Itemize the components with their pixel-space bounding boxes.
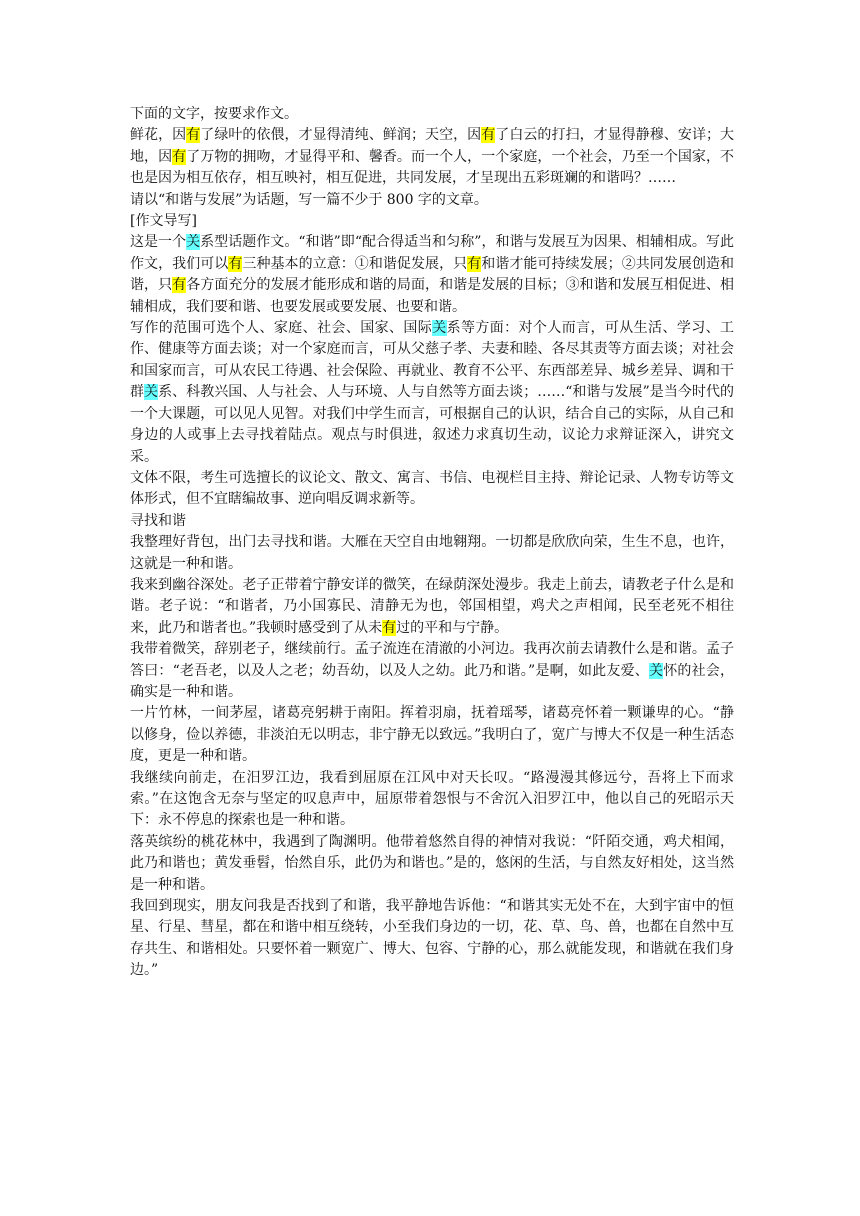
text-run: 了白云的打扫，才显得静穆、安详；大地，因 (130, 127, 735, 165)
paragraph (130, 104, 734, 125)
text-run: 系型话题作文。“和谐”即“配合得适当和匀称”，和谐与发展互为因果、相辅相成。写此作文，我们可以 (130, 234, 734, 272)
highlighted-char: 有 (467, 255, 482, 272)
highlighted-char: 关 (144, 384, 159, 401)
paragraph (130, 896, 734, 982)
highlighted-char: 有 (172, 277, 187, 294)
text-run: 写作的范围可选个人、家庭、社会、国家、国际 (130, 320, 433, 337)
text-run: 怀的社会，确实是一种和谐。 (130, 662, 735, 700)
text-run: 我来到幽谷深处。老子正带着宁静安详的微笑，在绿荫深处漫步。我走上前去，请教老子什么是和谐。老子说：“和谐者，乃小国寡民、清静无为也，邻国相望，鸡犬之声相闻，民至老死不相往来，此乃和谐者也。”我顿时感受到了从未 (130, 576, 734, 636)
text-run: 我整理好背包，出门去寻找和谐。大雁在天空自由地翱翔。一切都是欣欣向荣，生生不息，也许，这就是一种和谐。 (130, 534, 734, 572)
highlighted-char: 关 (649, 662, 664, 679)
text-run: 落英缤纷的桃花林中，我遇到了陶渊明。他带着悠然自得的神情对我说：“阡陌交通，鸡犬相闻，此乃和谐也；黄发垂髫，怡然自乐，此仍为和谐也。”是的，悠闲的生活，与自然友好相处，这当然是一种和谐。 (130, 833, 734, 893)
text-run: 这是一个 (130, 234, 187, 251)
paragraph (130, 318, 734, 468)
text-run: 和谐才能可持续发展；②共同发展创造和谐，只 (130, 255, 735, 294)
highlighted-char: 关 (186, 234, 201, 251)
highlighted-char: 有 (481, 127, 496, 144)
paragraph (130, 703, 734, 767)
text-run: 过的平和与宁静。 (396, 619, 509, 636)
text-run: 了绿叶的依偎，才显得清纯、鲜润；天空，因 (200, 127, 482, 144)
text-run: 各方面充分的发展才能形成和谐的局面，和谐是发展的目标；③和谐和发展互相促进、相辅相成，我们要和谐、也要发展或要发展、也要和谐。 (130, 277, 735, 315)
text-run: 下面的文字，按要求作文。 (130, 106, 298, 122)
highlighted-char: 有 (172, 148, 187, 165)
highlighted-char: 有 (186, 127, 201, 144)
highlighted-char: 有 (228, 255, 243, 272)
text-run: [作文导写] (130, 213, 197, 230)
paragraph (130, 190, 734, 211)
text-run: 请以“和谐与发展”为话题，写一篇不少于 800 字的文章。 (130, 191, 488, 208)
paragraph (130, 468, 734, 511)
highlighted-char: 有 (382, 619, 397, 636)
text-run: 文体不限，考生可选擅长的议论文、散文、寓言、书信、电视栏目主持、辩论记录、人物专访等文体形式，但不宜瞎编故事、逆向唱反调求新等。 (130, 469, 734, 508)
paragraph (130, 768, 734, 832)
text-run: 系、科教兴国、人与社会、人与环境、人与自然等方面去谈；……“和谐与发展”是当今时代的一个大课题，可以见人见智。对我们中学生而言，可根据自己的认识，结合自己的实际，从自己和身边的人或事上去寻找着陆点。观点与时俱进，叙述力求真切生动，议论力求辩证深入，讲究文采。 (130, 384, 735, 465)
highlighted-char: 关 (432, 320, 447, 337)
paragraph (130, 211, 734, 232)
text-run: 一片竹林，一间茅屋，诸葛亮躬耕于南阳。挥着羽扇，抚着瑶琴，诸葛亮怀着一颗谦卑的心。“静以修身，俭以养德，非淡泊无以明志，非宁静无以致远。”我明白了，宽广与博大不仅是一种生活态度，更是一种和谐。 (130, 705, 734, 765)
paragraph (130, 832, 734, 896)
paragraph (130, 232, 734, 318)
text-run: 鲜花，因 (130, 127, 187, 144)
text-run: 我带着微笑，辞别老子，继续前行。孟子流连在清澈的小河边。我再次前去请教什么是和谐。孟子答曰：“老吾老，以及人之老；幼吾幼，以及人之幼。此乃和谐。”是啊，如此友爱、 (130, 641, 734, 679)
paragraph (130, 532, 734, 575)
paragraph (130, 575, 734, 639)
paragraph (130, 125, 734, 189)
paragraph (130, 511, 734, 532)
paragraph (130, 639, 734, 703)
text-run: 系等方面：对个人而言，可从生活、学习、工作、健康等方面去谈；对一个家庭而言，可从父慈子孝、夫妻和睦、各尽其责等方面去谈；对社会和国家而言，可从农民工待遇、社会保险、再就业、教育不公平、东西部差异、城乡差异、调和干群 (130, 320, 735, 401)
text-run: 寻找和谐 (130, 512, 186, 529)
text-run: 了万物的拥吻，才显得平和、馨香。而一个人，一个家庭，一个社会，乃至一个国家，不也是因为相互依存，相互映衬，相互促进，共同发展，才呈现出五彩斑斓的和谐吗？…… (130, 148, 735, 187)
document-page (130, 104, 734, 982)
text-run: 我继续向前走，在汨罗江边，我看到屈原在江风中对天长叹。“路漫漫其修远兮，吾将上下而求索。”在这饱含无奈与坚定的叹息声中，屈原带着怨恨与不舍沉入汨罗江中，他以自己的死昭示天下：永不停息的探索也是一种和谐。 (130, 769, 734, 829)
text-run: 我回到现实，朋友问我是否找到了和谐，我平静地告诉他：“和谐其实无处不在，大到宇宙中的恒星、行星、彗星，都在和谐中相互绕转，小至我们身边的一切，花、草、鸟、兽，也都在自然中互存共生、和谐相处。只要怀着一颗宽广、博大、包容、宁静的心，那么就能发现，和谐就在我们身边。” (130, 898, 734, 979)
text-run: 三种基本的立意：①和谐促发展，只 (242, 255, 468, 272)
